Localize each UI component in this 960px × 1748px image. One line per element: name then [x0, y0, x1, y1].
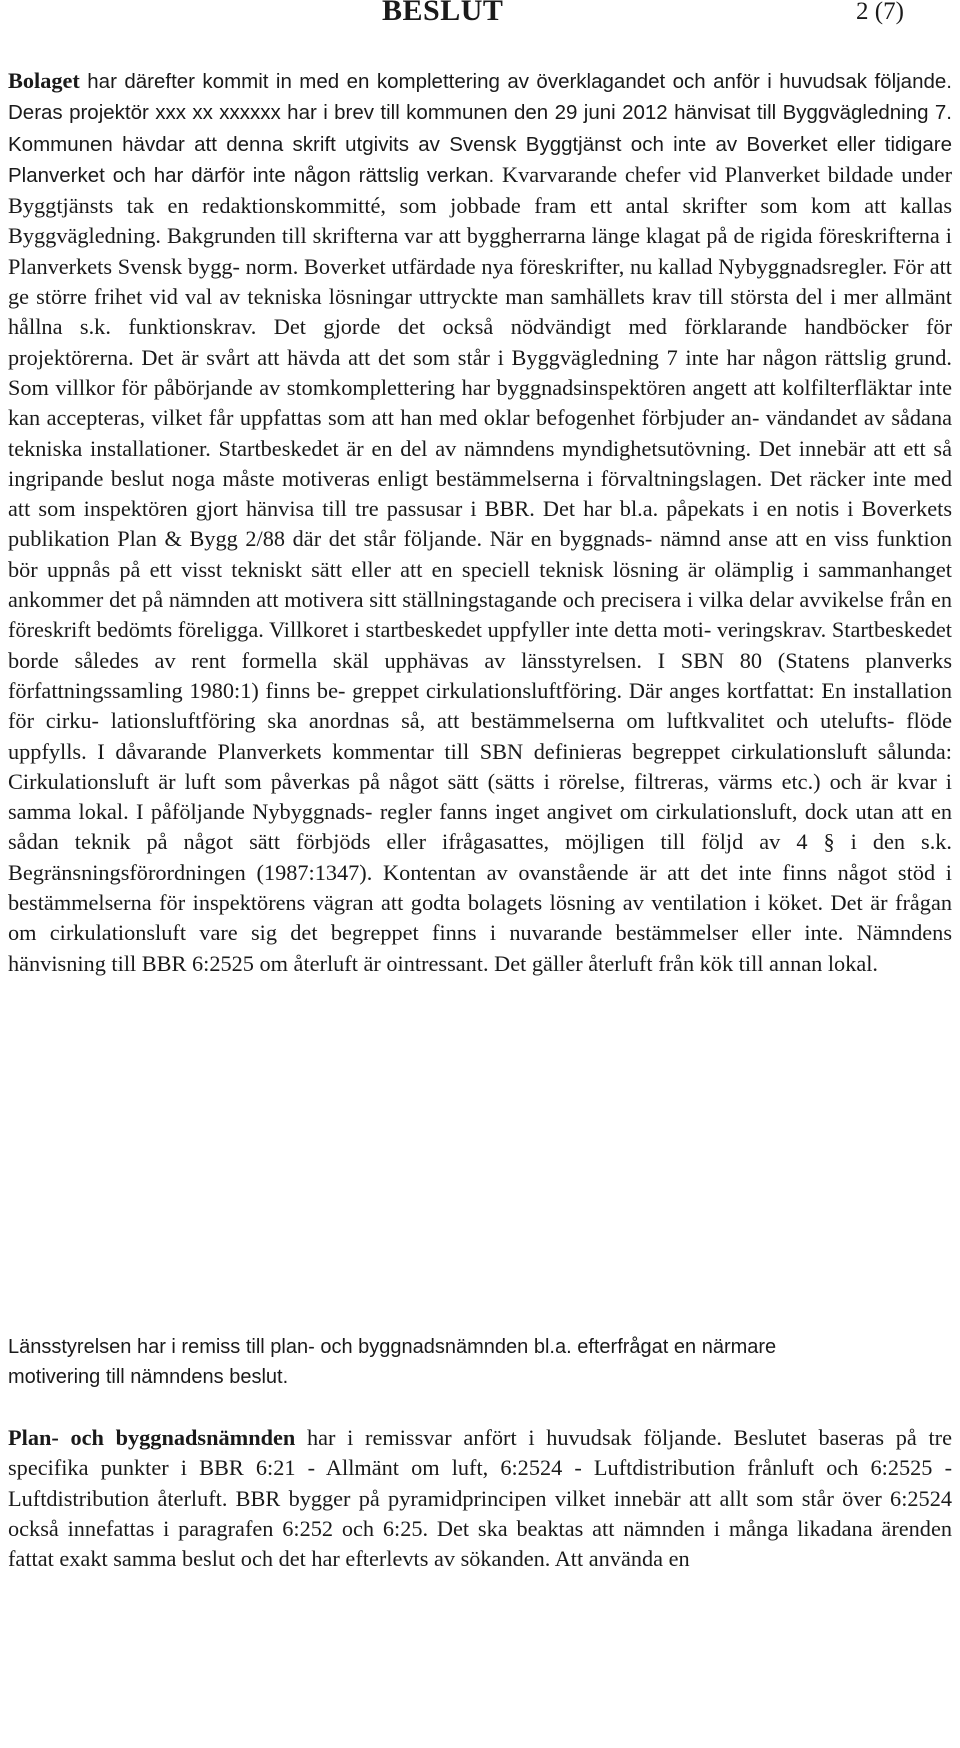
paragraph-namnden — [8, 1423, 952, 1574]
paragraph-text-sans: har därefter kommit in med en komplettering av överklagandet och anför i huvudsak följande. Deras projektör xxx xx xxxxxx har i brev till kommunen den 29 juni 2012 hänvisat till Byggvägledning 7. Kommunen hävdar att denna skrift utgivits av Svensk Byggtjänst och inte av Boverket eller tidigare Planverket och har därför inte någon rättslig verkan. — [8, 70, 952, 187]
page-header — [0, 0, 960, 34]
document-title: BESLUT — [382, 0, 504, 27]
paragraph-bolaget — [8, 66, 952, 979]
paragraph-text-serif: Kvarvarande chefer vid Planverket bildade under Byggtjänsts tak en redaktionskommitté, som jobbade fram ett antal skrifter som kom att kallas Byggvägledning. Bakgrunden till skrifterna var att byggherrarna länge klagat på de rigida föreskrifterna i Planverkets Svensk bygg- norm. Boverket utfärdade nya föreskrifter, nu kallad Nybyggnadsregler. För att ge större frihet vid val av tekniska lösningar uttryckte man samhällets krav till största del i mer allmänt hållna s.k. funktionskrav. Det gjorde det också nödvändigt med förklarande handböcker för projektörerna. Det är svårt att hävda att det som står i Byggvägledning 7 inte har någon rättslig grund. Som villkor för påbörjande av stomkomplettering har byggnadsinspektören angett att kolfilterfläktar inte kan accepteras, vilket får uppfattas som att han med oklar befogenhet förbjuder an- vändandet av sådana tekniska installationer. Startbeskedet är en del av nämndens myndighetsutövning. Det innebär att ett så ingripande beslut noga måste motiveras enligt bestämmelserna i förvaltningslagen. Det räcker inte med att som inspektören gjort hänvisa till tre passusar i BBR. Det har bl.a. påpekats i en notis i Boverkets publikation Plan & Bygg 2/88 där det står följande. När en byggnads- nämnd anse att en viss funktion bör uppnås på ett visst tekniskt sätt eller att en speciell teknisk lösning är olämplig i sammanhanget ankommer det på nämnden att motivera sitt ställningstagande och precisera i vilka delar avvikelse från en föreskrift bedömts föreligga. Villkoret i startbeskedet uppfyller inte detta moti- veringskrav. Startbeskedet borde således av rent formella skäl upphävas av länsstyrelsen. I SBN 80 (Statens planverks författningssamling 1980:1) finns be- greppet cirkulationsluftföring. Där anges kortfattat: En installation för cirku- lationsluftföring ska anordnas så, att bestämmelserna om luftkvalitet och utelufts- flöde uppfylls. I dåvarande Planverkets kommentar till SBN definieras begreppet cirkulationsluft sålunda: Cirkulationsluft är luft som påverkas på något sätt (sätts i rörelse, filtreras, värms etc.) och är kvar i samma lokal. I påföljande Nybyggnads- regler fanns inget angivet om cirkulationsluft, dock utan att en sådan teknik på något sätt förbjöds eller ifrågasattes, möjligen till följd av 4 § i den s.k. Begränsningsförordningen (1987:1347). Kontentan av ovanstående är att det inte finns något stöd i bestämmelserna för inspektörens vägran att godta bolagets lösning av ventilation i köket. Det är frågan om cirkulationsluft vare sig det begreppet finns i nuvarande bestämmelser eller inte. Nämndens hänvisning till BBR 6:2525 om återluft är ointressant. Det gäller återluft från kök till annan lokal. — [8, 161, 952, 976]
paragraph-lead-bolaget: Bolaget — [8, 68, 80, 93]
paragraph-lansstyrelsen: Länsstyrelsen har i remiss till plan- och byggnadsnämnden bl.a. efterfrågat en närmare motivering till nämndens beslut. — [8, 1336, 777, 1389]
paragraph-text-namnden: har i remissvar anfört i huvudsak följande. Beslutet baseras på tre specifika punkter i BBR 6:21 - Allmänt om luft, 6:2524 - Luftdistribution frånluft och 6:2525 - Luftdistribution återluft. BBR bygger på pyramidprincipen vilket innebär att allt som står över 6:2524 också innefattas i paragrafen 6:252 och 6:25. Det ska beaktas att nämnden i många likadana ärenden fattat exakt samma beslut och det har efterlevts av sökanden. Att använda en — [8, 1425, 952, 1572]
paragraph-lead-namnden: Plan- och byggnadsnämnden — [8, 1425, 296, 1450]
page-number: 2 (7) — [856, 0, 904, 25]
